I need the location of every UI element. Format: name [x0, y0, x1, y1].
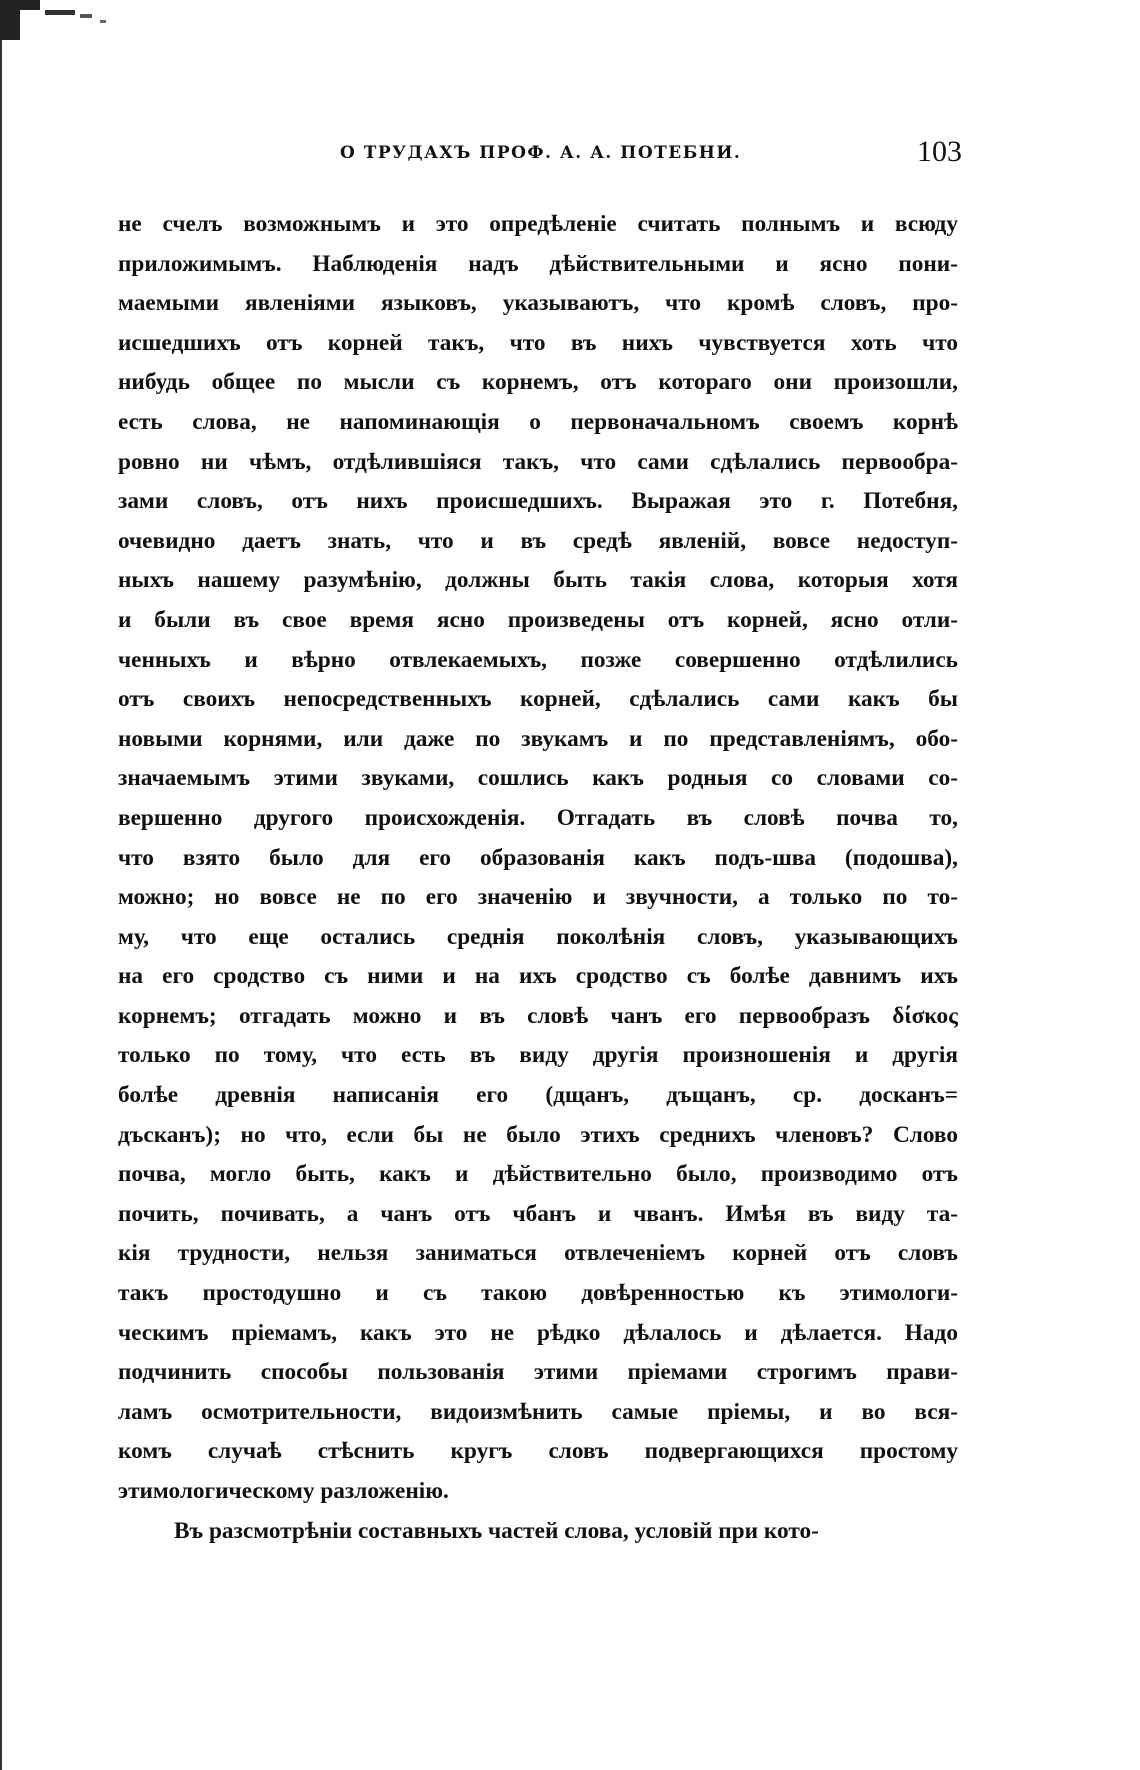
text-line: есть слова, не напоминающія о первоначальномъ своемъ корнѣ	[118, 408, 958, 435]
text-line: очевидно даетъ знать, что и въ средѣ явленій, вовсе недоступ-	[118, 527, 958, 554]
paragraph-start-line: Въ разсмотрѣніи составныхъ частей слова, условій при кото-	[174, 1517, 819, 1544]
text-line: нибудь общее по мысли съ корнемъ, отъ котораго они произошли,	[118, 369, 958, 396]
text-line: новыми корнями, или даже по звукамъ и по представленіямъ, обо-	[118, 725, 958, 752]
text-line: только по тому, что есть въ виду другія произношенія и другія	[118, 1042, 958, 1069]
text-line: такъ простодушно и съ такою довѣренностью къ этимологи-	[118, 1280, 958, 1307]
text-line: подчинить способы пользованія этими пріемами строгимъ прави-	[118, 1359, 958, 1386]
text-line: зами словъ, отъ нихъ происшедшихъ. Выражая это г. Потебня,	[118, 488, 958, 515]
text-line: на его сродство съ ними и на ихъ сродство съ болѣе давнимъ ихъ	[118, 963, 958, 990]
text-line: ныхъ нашему разумѣнію, должны быть такія слова, которыя хотя	[118, 567, 958, 594]
page-header	[120, 135, 962, 175]
paragraph-end-line: этимологическому разложенію.	[118, 1478, 449, 1504]
text-line: почить, почивать, а чанъ отъ чбанъ и чванъ. Имѣя въ виду та-	[118, 1200, 958, 1227]
text-line: отъ своихъ непосредственныхъ корней, сдѣлались сами какъ бы	[118, 686, 958, 713]
text-line: дъсканъ); но что, если бы не было этихъ среднихъ членовъ? Слово	[118, 1121, 958, 1148]
text-line: кія трудности, нельзя заниматься отвлеченіемъ корней отъ словъ	[118, 1240, 958, 1267]
text-line: болѣе древнія написанія его (дщанъ, дъщанъ, ср. досканъ=	[118, 1082, 958, 1109]
text-line: ческимъ пріемамъ, какъ это не рѣдко дѣлалось и дѣлается. Надо	[118, 1319, 958, 1346]
text-line: и были въ свое время ясно произведены отъ корней, ясно отли-	[118, 606, 958, 633]
text-line: ченныхъ и вѣрно отвлекаемыхъ, позже совершенно отдѣлились	[118, 646, 958, 673]
text-line: почва, могло быть, какъ и дѣйствительно было, производимо отъ	[118, 1161, 958, 1188]
text-line: комъ случаѣ стѣснить кругъ словъ подвергающихся простому	[118, 1438, 958, 1465]
text-line: вершенно другого происхожденія. Отгадать въ словѣ почва то,	[118, 804, 958, 831]
text-line: ровно ни чѣмъ, отдѣлившіяся такъ, что сами сдѣлались первообра-	[118, 448, 958, 475]
text-line: корнемъ; отгадать можно и въ словѣ чанъ его первообразъ δίσκος	[118, 1002, 958, 1029]
text-line: исшедшихъ отъ корней такъ, что въ нихъ чувствуется хоть что	[118, 329, 958, 356]
text-line: не счелъ возможнымъ и это опредѣленіе считать полнымъ и всюду	[118, 211, 958, 237]
text-line: приложимымъ. Наблюденія надъ дѣйствительными и ясно пони-	[118, 250, 958, 277]
scan-corner-artifact	[0, 0, 150, 40]
text-line: что взято было для его образованія какъ подъ-шва (подошва),	[118, 844, 958, 871]
text-line: му, что еще остались среднія поколѣнія словъ, указывающихъ	[118, 923, 958, 950]
running-head: О ТРУДАХЪ ПРОФ. А. А. ПОТЕБНИ.	[340, 143, 742, 163]
scan-edge	[0, 0, 6, 1770]
text-line: маемыми явленіями языковъ, указываютъ, что кромѣ словъ, про-	[118, 290, 958, 317]
page-number: 103	[917, 135, 962, 168]
text-line: ламъ осмотрительности, видоизмѣнить самые пріемы, и во вся-	[118, 1398, 958, 1425]
text-line: можно; но вовсе не по его значенію и звучности, а только по то-	[118, 884, 958, 911]
body-text	[118, 205, 958, 1551]
text-line: значаемымъ этими звуками, сошлись какъ родныя со словами со-	[118, 765, 958, 792]
